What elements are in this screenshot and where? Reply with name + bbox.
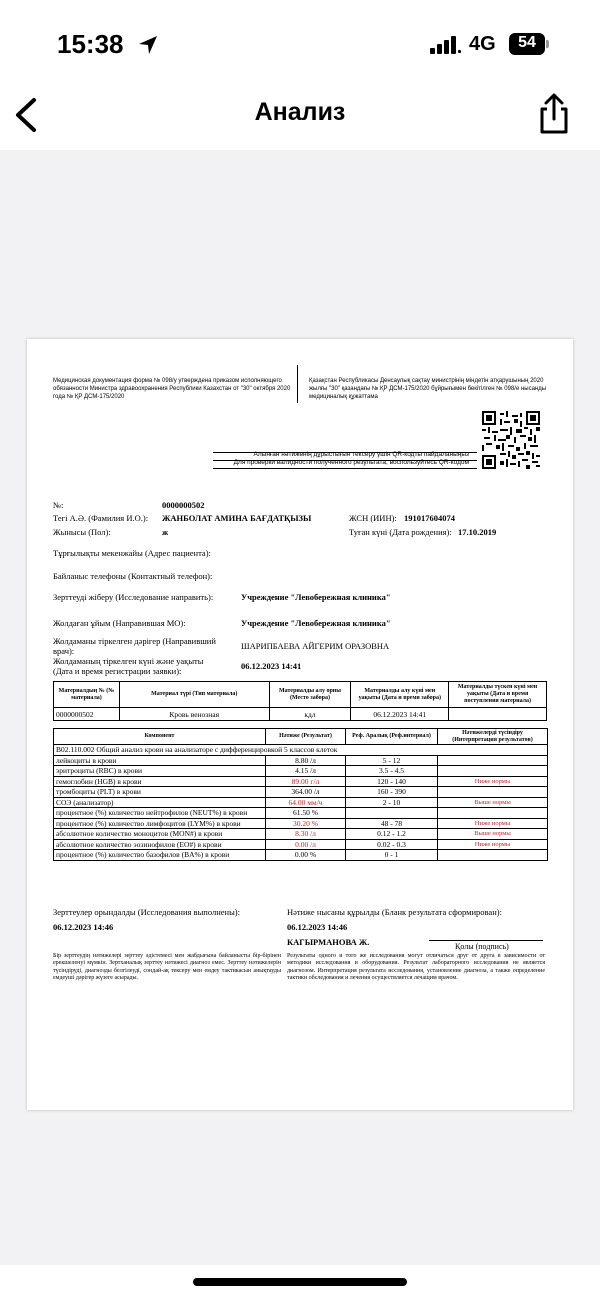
result-component: СОЭ (анализатор) xyxy=(54,797,266,808)
document-page xyxy=(27,339,573,1110)
results-header-interpretation: Нәтижелерді түсіндіру (Интерпретация результатов) xyxy=(438,729,548,745)
results-table xyxy=(53,728,548,861)
page-title: Анализ xyxy=(254,98,346,126)
result-interpretation xyxy=(438,766,548,777)
material-place: кдл xyxy=(269,708,351,721)
sex-value: ж xyxy=(162,527,169,537)
phone-label: Байланыс телефоны (Контактный телефон): xyxy=(53,571,213,581)
status-time: 15:38 xyxy=(57,29,124,59)
result-interpretation: Выше нормы xyxy=(438,797,548,808)
result-interpretation: Ниже нормы xyxy=(438,776,548,787)
doctor-label-line2: врач): xyxy=(53,646,75,656)
result-row xyxy=(54,839,548,850)
disclaimer-ru: Результаты одного и того же исследования могут отличаться друг от друга в зависимости от методики исследования и оборудования. Результат лабораторного исследования не является диагнозом. Интерпретация результата исследования, установление диагноза, а также определение тактики обследования и лечения осуществляется лечащим врачом. xyxy=(287,953,545,981)
results-header-ref: Реф. Аралық (Реф.интервал) xyxy=(346,729,438,745)
name-value: ЖАНБОЛАТ АМИНА БАҒДАТҚЫЗЫ xyxy=(162,513,312,523)
disclaimer-kz: Бір зерттеудің нәтижелері зерттеу әдістемесі мен жабдығына байланысты бір-бірінен ерекшеленуі мүмкін. Зертханалық зерттеу нәтижесі диагноз емес. Зерттеу нәтижелерін түсіндіруді, диагнозды белгілеуді, сондай-ақ тексеру мен емдеу тактикасын анықтауды емдеуші дәрігер жүзеге асырады. xyxy=(53,953,281,981)
result-value: 30.20 % xyxy=(266,818,346,829)
result-interpretation xyxy=(438,808,548,819)
signature-line xyxy=(429,940,543,941)
results-section-title: B02.110.002 Общий анализ крови на анализаторе с дифференцировкой 5 классов клеток xyxy=(54,745,548,756)
result-value: 0.00 /л xyxy=(266,839,346,850)
material-received xyxy=(449,708,547,721)
performed-value: 06.12.2023 14:46 xyxy=(53,922,114,932)
material-header-collected: Материалды алу күні мен уақыты (Дата и время забора) xyxy=(351,682,449,708)
result-value: 0.00 % xyxy=(266,850,346,861)
result-reference: 160 - 390 xyxy=(346,787,438,798)
result-component: лейкоциты в крови xyxy=(54,755,266,766)
result-component: гемоглобин (HGB) в крови xyxy=(54,776,266,787)
result-interpretation: Выше нормы xyxy=(438,829,548,840)
header-right-text: Қазақстан Республикасы Денсаулық сақтау министрінің міндетін атқарушының 2020 жылғы "30" қазандағы № ҚР ДСМ-175/2020 бұйрығымен бекітілген № 098/е нысанды медициналық құжаттама xyxy=(309,378,547,400)
sex-label: Жынысы (Пол): xyxy=(53,527,111,537)
result-reference: 0.02 - 0.3 xyxy=(346,839,438,850)
material-collected: 06.12.2023 14:41 xyxy=(351,708,449,721)
result-reference: 0.12 - 1.2 xyxy=(346,829,438,840)
material-header-place: Материалды алу орны (Место забора) xyxy=(269,682,351,708)
iin-value: 191017604074 xyxy=(404,513,455,523)
result-component: эритроциты (RBC) в крови xyxy=(54,766,266,777)
battery-percent: 54 xyxy=(518,34,536,51)
document-viewer[interactable] xyxy=(0,150,600,1265)
mo-value: Учреждение "Левобережная клиника" xyxy=(241,618,391,628)
result-reference: 0 - 1 xyxy=(346,850,438,861)
header-divider xyxy=(297,365,298,403)
result-row xyxy=(54,776,548,787)
number-value: 0000000502 xyxy=(162,500,205,510)
dob-label: Туған күні (Дата рождения): xyxy=(349,527,452,537)
formed-label: Нәтиже нысаны құрылды (Бланк результата сформирован): xyxy=(287,907,502,917)
result-row xyxy=(54,808,548,819)
material-row xyxy=(54,708,547,721)
result-interpretation: Ниже нормы xyxy=(438,839,548,850)
signer-name: КАГЫРМАНОВА Ж. xyxy=(287,937,370,947)
material-number: 0000000502 xyxy=(54,708,120,721)
result-component: тромбоциты (PLT) в крови xyxy=(54,787,266,798)
result-component: абсолютное количество эозинофилов (EO#) в крови xyxy=(54,839,266,850)
result-row xyxy=(54,818,548,829)
result-reference: 48 - 78 xyxy=(346,818,438,829)
status-bar xyxy=(0,0,600,90)
result-interpretation: Ниже нормы xyxy=(438,818,548,829)
result-row xyxy=(54,766,548,777)
result-row xyxy=(54,850,548,861)
signature-label: Қолы (подпись) xyxy=(455,942,509,951)
results-header-result: Нәтиже (Результат) xyxy=(266,729,346,745)
result-reference: 2 - 10 xyxy=(346,797,438,808)
performed-label: Зерттеулер орындалды (Исследования выполнены): xyxy=(53,907,240,917)
header-left-text: Медицинская документация форма № 098/у утверждена приказом исполняющего обязанности Министра здравоохранения Республики Казахстан от "30" октября 2020 года № ҚР ДСМ-175/2020 xyxy=(53,378,291,400)
navigation-bar xyxy=(0,90,600,150)
doctor-value: ШАРИПБАЕВА АЙГЕРИМ ОРАЗОВНА xyxy=(241,641,390,651)
result-value: 8.80 /л xyxy=(266,755,346,766)
cellular-signal-icon xyxy=(430,36,462,54)
result-interpretation xyxy=(438,850,548,861)
date-label-line2: (Дата и время регистрации заявки): xyxy=(53,666,182,676)
battery-icon xyxy=(509,33,549,55)
result-value: 4.15 /л xyxy=(266,766,346,777)
referral-value: Учреждение "Левобережная клиника" xyxy=(241,592,391,602)
iin-label: ЖСН (ИИН): xyxy=(349,513,397,523)
qr-text-ru: Для проверки валидности полученного результата, воспользуйтесь QR-кодом xyxy=(233,459,469,466)
result-component: процентное (%) количество лимфоцитов (LYM%) в крови xyxy=(54,818,266,829)
doctor-label-line1: Жолдаманы тіркелген дәрігер (Направивший xyxy=(53,636,216,646)
result-row xyxy=(54,797,548,808)
mo-label: Жолдаған ұйым (Направившая МО): xyxy=(53,618,186,628)
location-arrow-icon xyxy=(136,33,160,57)
result-reference xyxy=(346,808,438,819)
share-icon[interactable] xyxy=(536,92,572,136)
formed-value: 06.12.2023 14:46 xyxy=(287,922,348,932)
result-component: процентное (%) количество базофилов (BA%) в крови xyxy=(54,850,266,861)
number-label: №: xyxy=(53,500,64,510)
result-row xyxy=(54,755,548,766)
result-value: 8.30 /л xyxy=(266,829,346,840)
result-reference: 5 - 12 xyxy=(346,755,438,766)
material-table xyxy=(53,681,547,721)
result-reference: 3.5 - 4.5 xyxy=(346,766,438,777)
result-row xyxy=(54,829,548,840)
address-label: Тұрғылықты мекенжайы (Адрес пациента): xyxy=(53,548,211,558)
date-value: 06.12.2023 14:41 xyxy=(241,661,302,671)
referral-label: Зерттеуді жіберу (Исследование направить): xyxy=(53,592,214,602)
home-indicator[interactable] xyxy=(193,1278,407,1286)
results-header-component: Компонент xyxy=(54,729,266,745)
name-label: Тегі А.Ә. (Фамилия И.О.): xyxy=(53,513,149,523)
material-header-type: Материал түрі (Тип материала) xyxy=(119,682,269,708)
qr-code-icon xyxy=(479,411,543,469)
result-interpretation xyxy=(438,755,548,766)
dob-value: 17.10.2019 xyxy=(458,527,497,537)
qr-text-kz: Алынған нәтиженің дұрыстығын тексеру үшін QR-кодты пайдаланыңыз xyxy=(253,451,469,458)
material-header-number: Материалдың № (№ материала) xyxy=(54,682,120,708)
result-value: 364.00 /л xyxy=(266,787,346,798)
network-type: 4G xyxy=(469,33,496,55)
result-value: 61.50 % xyxy=(266,808,346,819)
result-row xyxy=(54,787,548,798)
result-interpretation xyxy=(438,787,548,798)
result-component: процентное (%) количество нейтрофилов (NEUT%) в крови xyxy=(54,808,266,819)
material-type: Кровь венозная xyxy=(119,708,269,721)
result-value: 89.00 г/л xyxy=(266,776,346,787)
result-component: абсолютное количество моноцитов (MON#) в крови xyxy=(54,829,266,840)
material-header-received: Материалды түскен күні мен уақыты (Дата и время поступления материала) xyxy=(449,682,547,708)
date-label-line1: Жолдаманың тіркелген күні және уақыты xyxy=(53,656,204,666)
result-value: 64.00 мм/ч xyxy=(266,797,346,808)
result-reference: 120 - 140 xyxy=(346,776,438,787)
